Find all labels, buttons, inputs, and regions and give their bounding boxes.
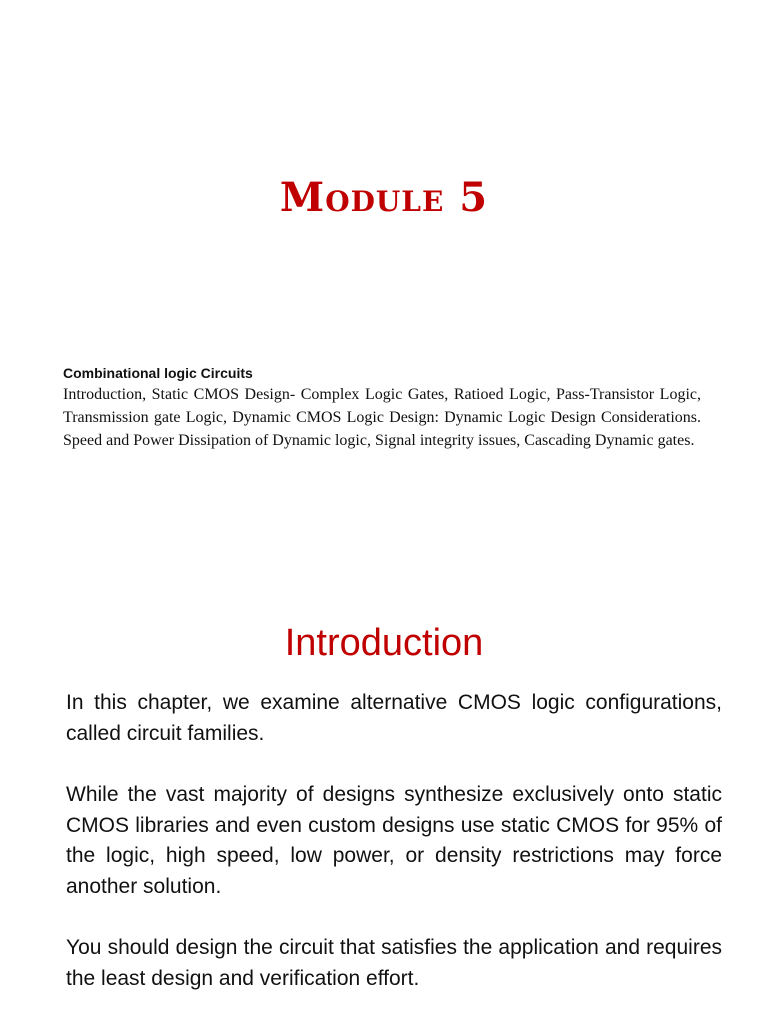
intro-paragraph-3: You should design the circuit that satisfies the application and requires the least design and verification effort. bbox=[66, 936, 722, 990]
introduction-title: Introduction bbox=[284, 622, 484, 664]
slide-module-title bbox=[0, 0, 768, 512]
intro-paragraph-2: While the vast majority of designs synthesize exclusively onto static CMOS libraries and even custom designs use static CMOS for 95% of the logic, high speed, low power, or density restrictions may force another solution. bbox=[66, 783, 722, 898]
syllabus-body: Introduction, Static CMOS Design- Complex Logic Gates, Ratioed Logic, Pass-Transistor Logic, Transmission gate Logic, Dynamic CMOS Logic Design: Dynamic Logic Design Considerations. Speed and Power Dissipation of Dynamic logic, Signal integrity issues, Cascading Dynamic gates. bbox=[63, 386, 701, 449]
module-title: Module 5 bbox=[279, 174, 489, 221]
slide-introduction bbox=[0, 512, 768, 1024]
syllabus-block bbox=[63, 363, 701, 452]
syllabus-heading: Combinational logic Circuits bbox=[63, 365, 253, 381]
introduction-body bbox=[66, 688, 722, 1025]
intro-paragraph-1: In this chapter, we examine alternative CMOS logic configurations, called circuit families. bbox=[66, 691, 722, 745]
